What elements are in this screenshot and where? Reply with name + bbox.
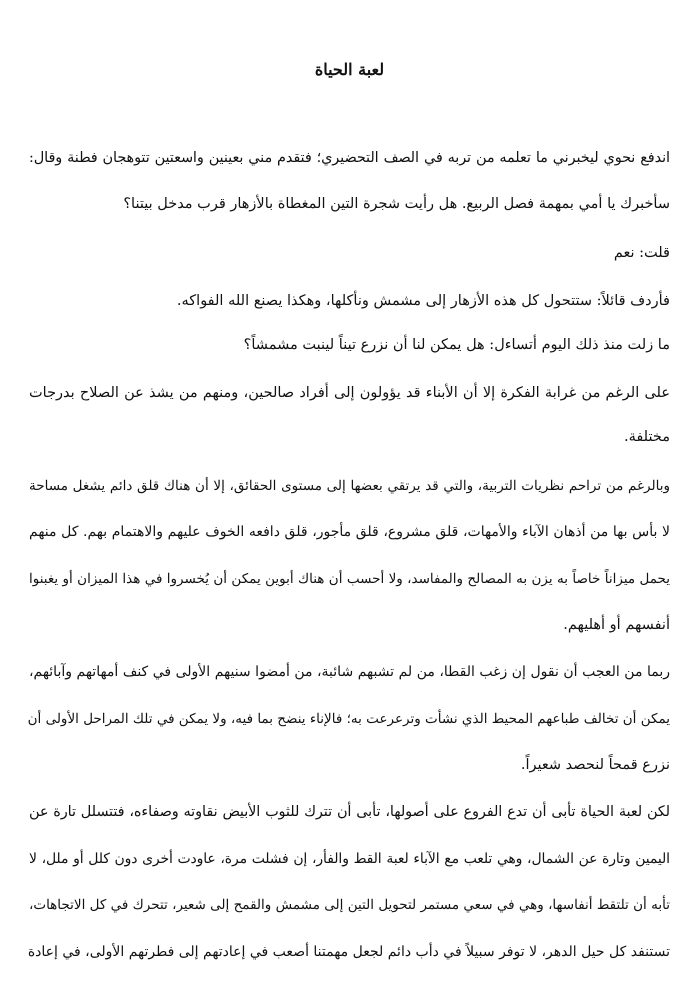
paragraph-line: نزرع قمحاً لنحصد شعيراً.: [520, 757, 670, 773]
paragraph-line: فأردف قائلاً: ستتحول كل هذه الأزهار إلى مشمش ونأكلها، وهكذا يصنع الله الفواكه.: [176, 293, 670, 309]
document-title: لعبة الحياة: [314, 60, 385, 79]
paragraph-line: على الرغم من غرابة الفكرة إلا أن الأبناء قد يؤولون إلى أفراد صالحين، ومنهم من يشذ عن الصلاح بدرجات: [29, 385, 670, 401]
paragraph-line: قلت: نعم: [613, 245, 670, 261]
paragraph-line: أنفسهم أو أهليهم.: [563, 617, 670, 633]
paragraph-line: ربما من العجب أن نقول إن زغب القطا، من لم تشبهم شائبة، من أمضوا سنيهم الأولى في كنف أمهاتهم وآبائهم،: [29, 664, 670, 680]
paragraph-line: تأبه أن تلتقط أنفاسها، وهي في سعي مستمر لتحويل التين إلى مشمش والقمح إلى شعير، تتحرك في كل الاتجاهات،: [29, 897, 670, 913]
paragraph-line: يمكن أن تخالف طباعهم المحيط الذي نشأت وترعرعت به؛ فالإناء ينضح بما فيه، ولا يمكن في تلك المراحل الأولى أن: [27, 711, 670, 727]
paragraph-line: اليمين وتارة عن الشمال، وهي تلعب مع الآباء لعبة القط والفأر، إن فشلت مرة، عاودت أخرى دون كلل أو ملل، لا: [29, 851, 670, 867]
paragraph-line: لكن لعبة الحياة تأبى أن تدع الفروع على أصولها، تأبى أن تترك للثوب الأبيض نقاوته وصفاءه، فتتسلل تارة عن: [29, 804, 670, 820]
paragraph-line: اندفع نحوي ليخبرني ما تعلمه من تربه في الصف التحضيري؛ فتقدم مني بعينين واسعتين تتوهجان فطنة وقال:: [29, 150, 670, 166]
paragraph-line: مختلفة.: [623, 429, 670, 445]
paragraph-line: يحمل ميزاناً خاصاً به يزن به المصالح والمفاسد، ولا أحسب أن هناك أبوين يمكن أن يُخسروا في هذا الميزان أو يغبنوا: [29, 571, 670, 587]
paragraph-line: ما زلت منذ ذلك اليوم أتساءل: هل يمكن لنا أن نزرع تيناً لينبت مشمشاً؟: [243, 337, 670, 353]
paragraph-line: سأخبرك يا أمي بمهمة فصل الربيع. هل رأيت شجرة التين المغطاة بالأزهار قرب مدخل بيتنا؟: [123, 196, 670, 212]
paragraph-line: لا بأس بها من أذهان الآباء والأمهات، قلق مشروع، قلق مأجور، قلق دافعه الخوف عليهم والاهتمام بهم. كل منهم: [29, 524, 670, 540]
paragraph-line: وبالرغم من تراحم نظريات التربية، والتي قد يرتقي بعضها إلى مستوى الحقائق، إلا أن هناك قلق دائم يشغل مساحة: [29, 478, 670, 494]
paragraph-line: تستنفد كل حيل الدهر، لا توفر سبيلاً في دأب دائم لجعل مهمتنا أصعب في إعادتهم إلى فطرتهم الأولى، في إعادة: [27, 944, 670, 960]
